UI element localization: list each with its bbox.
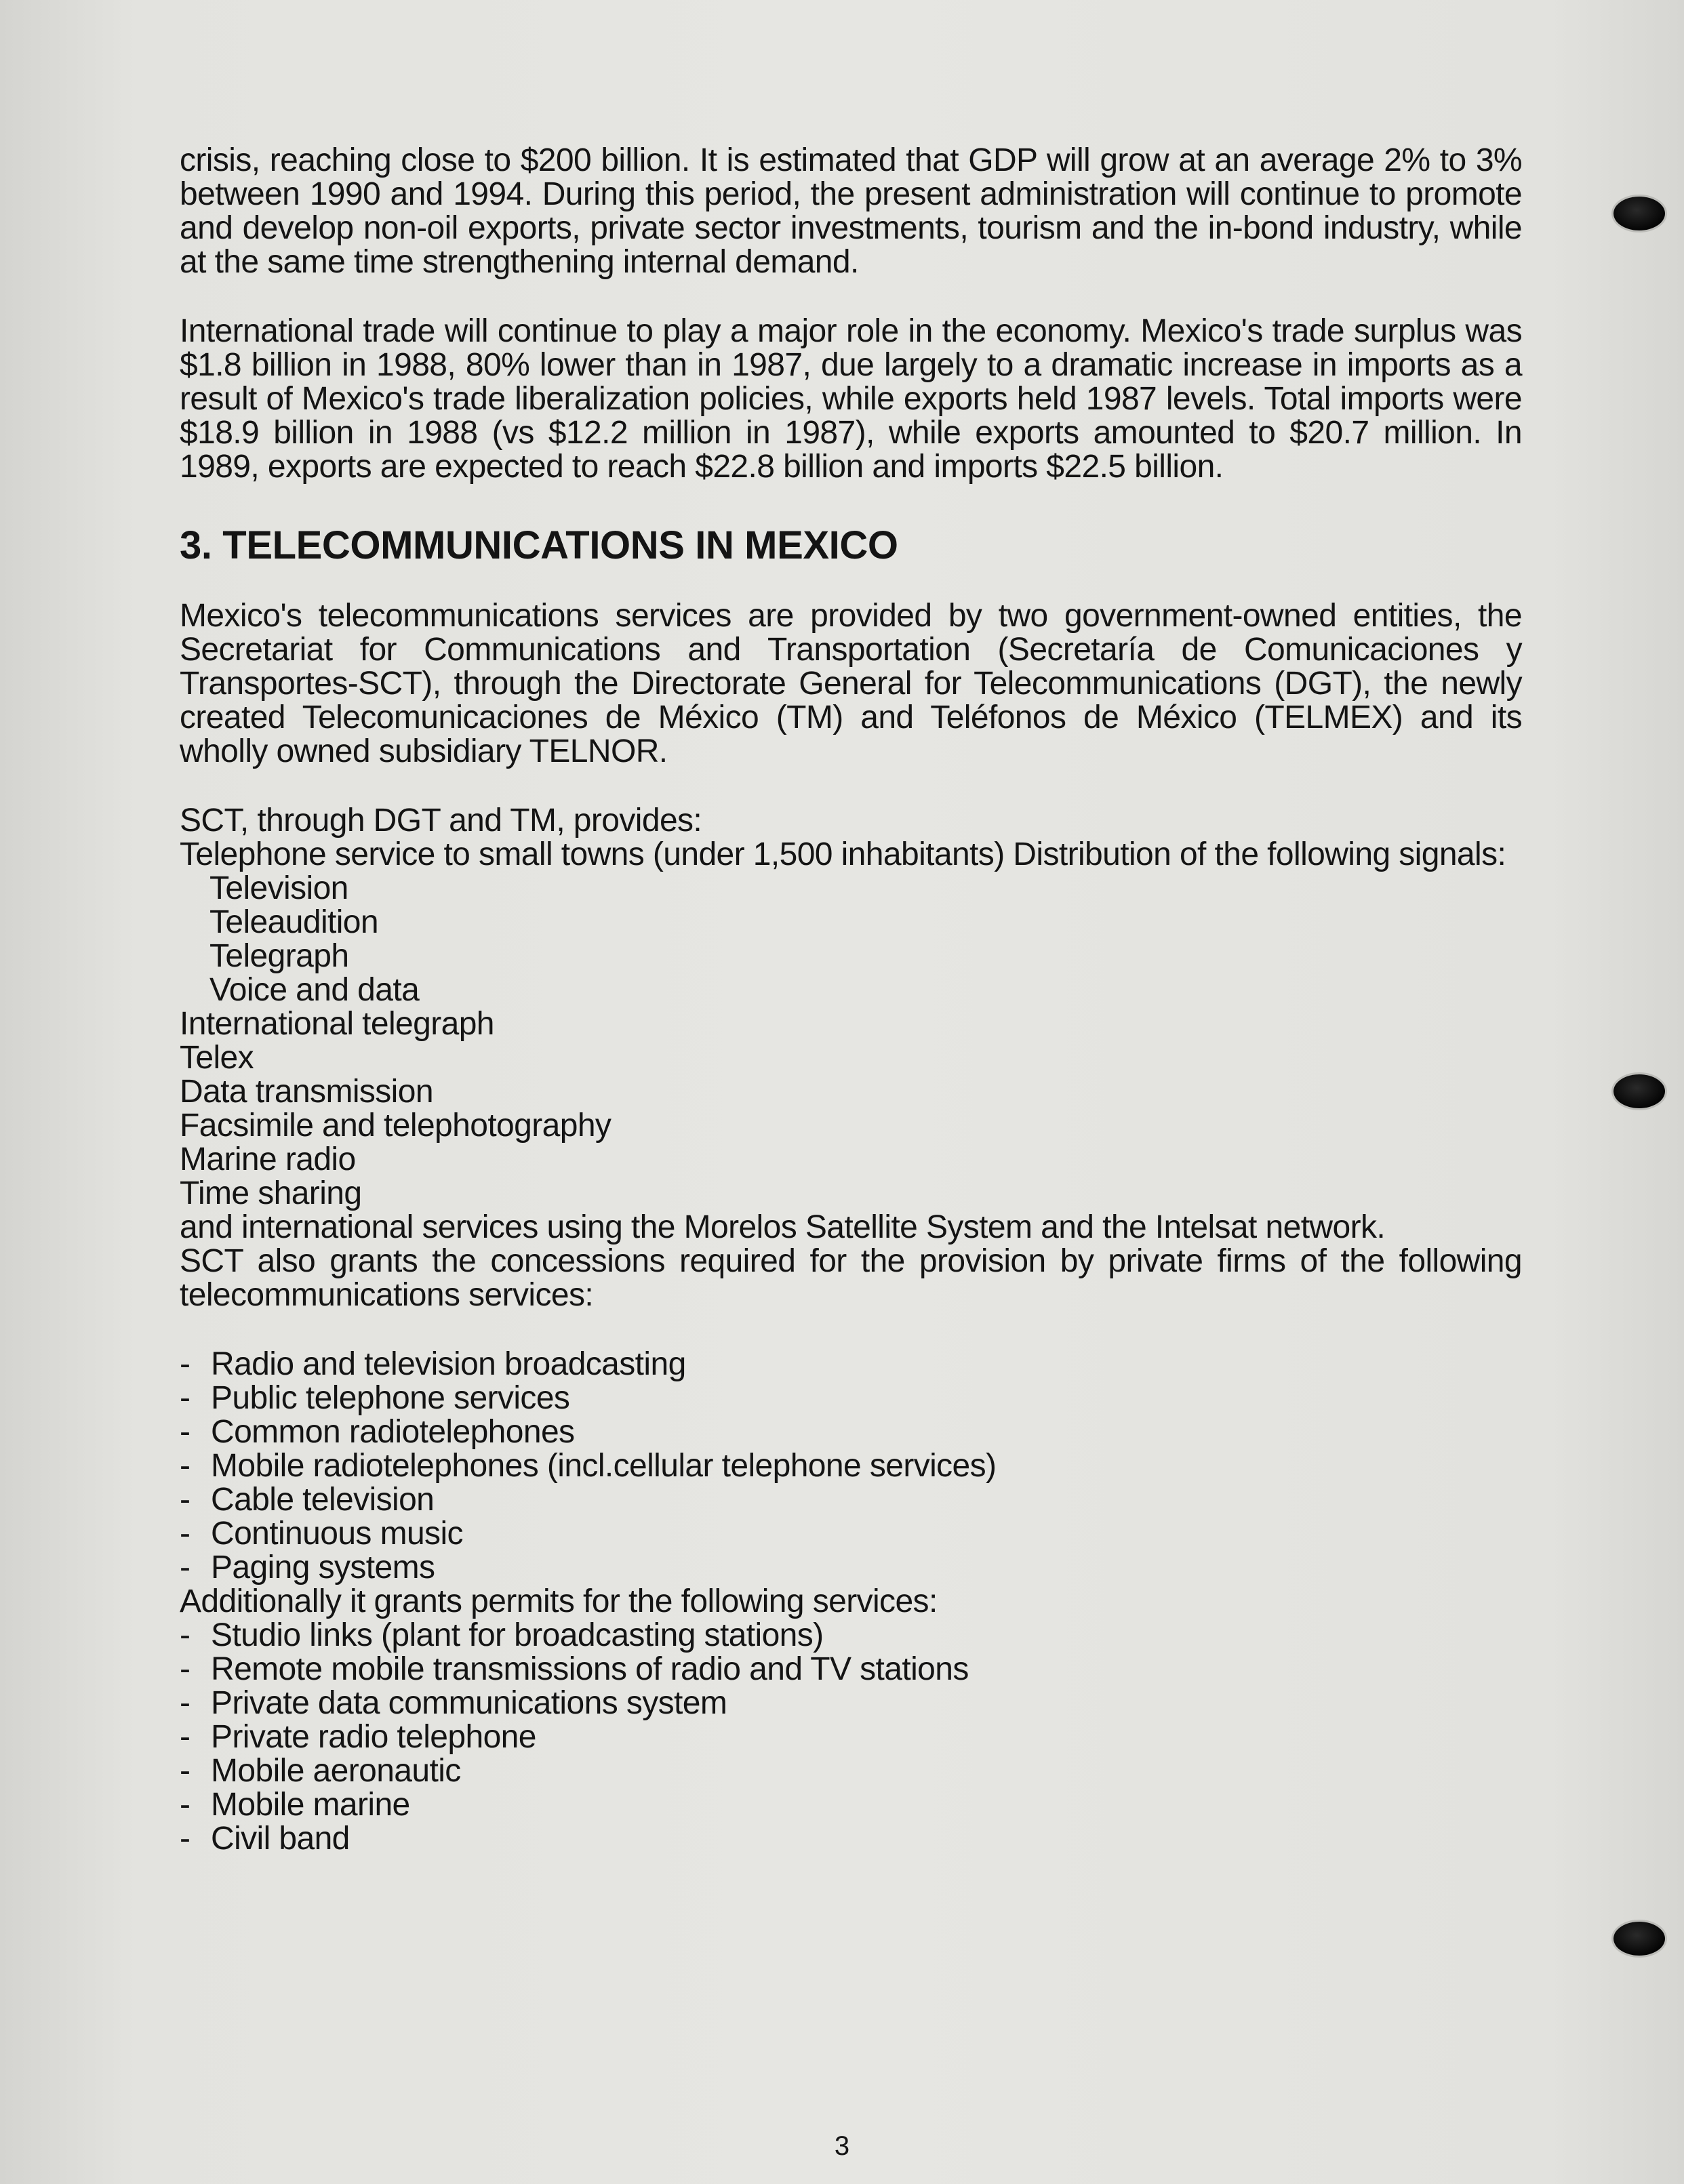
list-item: - Public telephone services xyxy=(180,1381,1522,1415)
list-item: - Radio and television broadcasting xyxy=(180,1348,1522,1381)
paragraph-economy: crisis, reaching close to $200 billion. It is estimated that GDP will grow at an average 2% to 3% between 1990 and 1994. During this period, the present administration will continue to promote and develop non-oil exports, private sector investments, tourism and the in-bond industry, while at the same time strengthening internal demand. xyxy=(180,142,1522,280)
concessions-list xyxy=(180,1348,1522,1585)
list-item: Television xyxy=(209,870,348,906)
list-item: - Remote mobile transmissions of radio and TV stations xyxy=(180,1653,1522,1686)
page-content xyxy=(180,144,1522,1856)
list-item: - Common radiotelephones xyxy=(180,1415,1522,1449)
list-item: - Studio links (plant for broadcasting stations) xyxy=(180,1619,1522,1653)
binder-hole xyxy=(1613,197,1665,230)
list-item: - Continuous music xyxy=(180,1517,1522,1551)
page-number: 3 xyxy=(834,2131,850,2161)
binder-hole xyxy=(1613,1922,1665,1956)
list-item: - Cable television xyxy=(180,1483,1522,1517)
list-item: Telegraph xyxy=(209,938,349,974)
list-item: - Mobile radiotelephones (incl.cellular telephone services) xyxy=(180,1449,1522,1483)
list-item: - Civil band xyxy=(180,1822,1522,1856)
list-item: Time sharing xyxy=(180,1175,362,1211)
list-item: Data transmission xyxy=(180,1074,433,1110)
list-item: - Private data communications system xyxy=(180,1686,1522,1720)
list-item: - Private radio telephone xyxy=(180,1720,1522,1754)
paragraph-trade: International trade will continue to play a major role in the economy. Mexico's trade surplus was $1.8 billion in 1988, 80% lower than in 1987, due largely to a dramatic increase in imports as a result of Mexico's trade liberalization policies, while exports held 1987 levels. Total imports were $18.9 billion in 1988 (vs $12.2 million in 1987), while exports amounted to $20.7 million. In 1989, exports are expected to reach $22.8 billion and imports $22.5 billion. xyxy=(180,313,1522,485)
sct-provides-label: SCT, through DGT and TM, provides: xyxy=(180,803,702,838)
section-heading: 3. TELECOMMUNICATIONS IN MEXICO xyxy=(180,523,898,567)
services-list xyxy=(180,1007,1522,1211)
sct-provides-block xyxy=(180,804,1522,1245)
signals-list xyxy=(180,872,1522,1007)
satellite-services-text: and international services using the Morelos Satellite System and the Intelsat network. xyxy=(180,1209,1386,1245)
paragraph-telecom-intro: Mexico's telecommunications services are provided by two government-owned entities, the Secretariat for Communications and Transportation (Secretaría de Comunicaciones y Transportes-SCT), through the Directorate General for Telecommunications (DGT), the newly created Telecomunicaciones de México (TM) and Teléfonos de México (TELMEX) and its wholly owned subsidiary TELNOR. xyxy=(180,598,1522,769)
permits-list xyxy=(180,1619,1522,1856)
list-item: - Paging systems xyxy=(180,1551,1522,1585)
permits-intro: Additionally it grants permits for the following services: xyxy=(180,1583,938,1619)
list-item: Marine radio xyxy=(180,1141,356,1177)
list-item: - Mobile marine xyxy=(180,1788,1522,1822)
concessions-intro: SCT also grants the concessions required for the provision by private firms of the following telecommunications services: xyxy=(180,1243,1522,1313)
list-item: Teleaudition xyxy=(209,904,378,940)
binder-hole xyxy=(1613,1074,1665,1108)
list-item: International telegraph xyxy=(180,1006,494,1042)
list-item: Telex xyxy=(180,1040,254,1076)
list-item: Facsimile and telephotography xyxy=(180,1108,612,1144)
telephone-service-text: Telephone service to small towns (under 1,500 inhabitants) Distribution of the following signals: xyxy=(180,836,1506,872)
list-item: - Mobile aeronautic xyxy=(180,1754,1522,1788)
list-item: Voice and data xyxy=(209,972,420,1008)
